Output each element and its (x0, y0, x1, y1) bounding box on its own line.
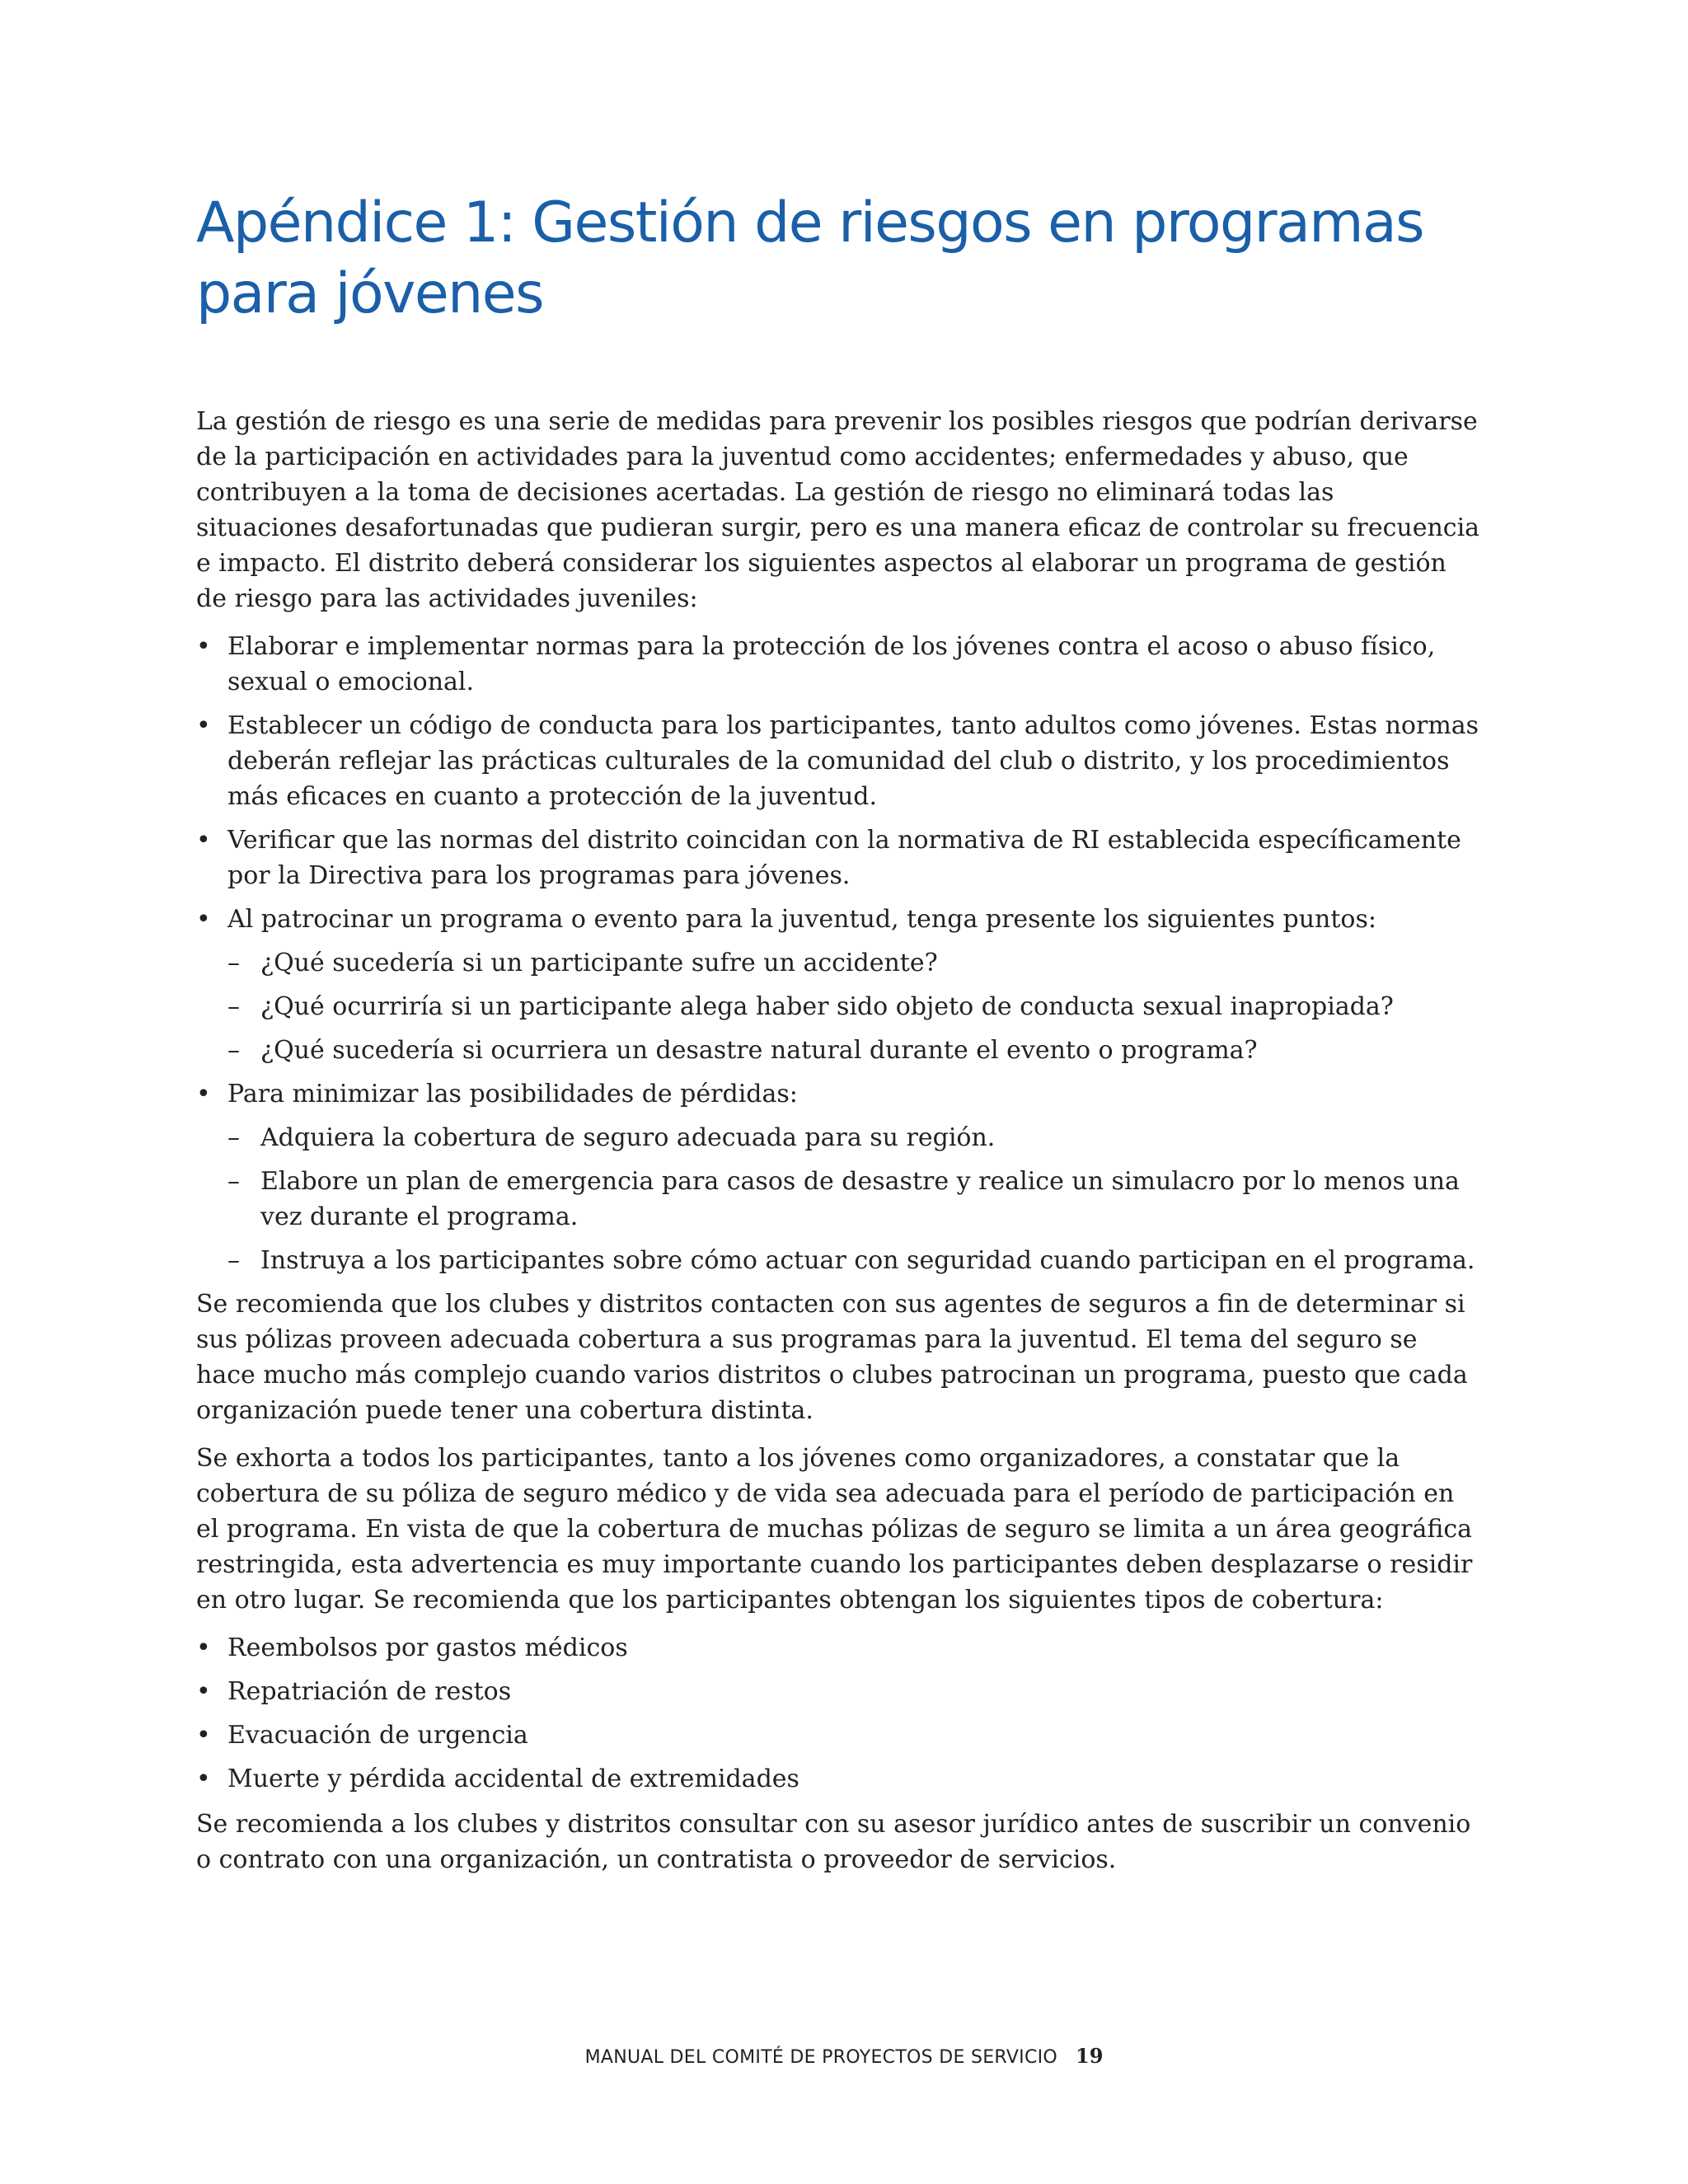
coverage-paragraph: Se exhorta a todos los participantes, tanto a los jóvenes como organizadores, a constatar que la cobertura de su póliza de seguro médico y de vida sea adecuada para el período de participación en el programa. En vista de que la cobertura de muchas pólizas de seguro se limita a un área geográfica restringida, esta advertencia es muy importante cuando los participantes deben desplazarse o residir en otro lugar. Se recomienda que los participantes obtengan los siguientes tipos de cobertura: (196, 1444, 1473, 1615)
list-item-text: Elaborar e implementar normas para la protección de los jóvenes contra el acoso o abuso físico, sexual o emocional. (227, 632, 1436, 696)
sub-list-item (227, 989, 1482, 1024)
list-item-text: Al patrocinar un programa o evento para la juventud, tenga presente los siguientes puntos: (227, 905, 1376, 934)
list-item (196, 629, 1482, 700)
list-item-text: Repatriación de restos (227, 1677, 512, 1706)
sub-list-item (227, 1164, 1482, 1235)
list-item (196, 1718, 1482, 1753)
sub-list-item-text: Elabore un plan de emergencia para casos de desastre y realice un simulacro por lo menos una vez durante el programa. (260, 1167, 1460, 1231)
list-item-text: Reembolsos por gastos médicos (227, 1633, 628, 1662)
list-item (196, 823, 1482, 893)
sub-list (227, 1120, 1482, 1278)
page-heading: Apéndice 1: Gestión de riesgos en programas para jóvenes (196, 190, 1424, 326)
list-item (196, 708, 1482, 814)
risk-aspects-list (196, 629, 1482, 1278)
footer-title: MANUAL DEL COMITÉ DE PROYECTOS DE SERVICIO (584, 2047, 1058, 2068)
insurance-paragraph: Se recomienda que los clubes y distritos contacten con sus agentes de seguros a fin de determinar si sus pólizas proveen adecuada cobertura a sus programas para la juventud. El tema del seguro se hace mucho más complejo cuando varios distritos o clubes patrocinan un programa, puesto que cada organización puede tener una cobertura distinta. (196, 1290, 1468, 1425)
list-item (196, 902, 1482, 1068)
list-item-text: Para minimizar las posibilidades de pérdidas: (227, 1080, 798, 1108)
list-item (196, 1630, 1482, 1666)
list-item-text: Establecer un código de conducta para los participantes, tanto adultos como jóvenes. Estas normas deberán reflejar las prácticas culturales de la comunidad del club o distrito, y los procedimientos más eficaces en cuanto a protección de la juventud. (227, 711, 1479, 811)
sub-list-item (227, 1120, 1482, 1155)
sub-list-item-text: ¿Qué sucedería si un participante sufre un accidente? (260, 949, 938, 977)
sub-list-item (227, 945, 1482, 981)
list-item-text: Evacuación de urgencia (227, 1721, 528, 1750)
sub-list-item-text: ¿Qué sucedería si ocurriera un desastre natural durante el evento o programa? (260, 1036, 1258, 1065)
sub-list (227, 945, 1482, 1068)
coverage-list (196, 1630, 1482, 1797)
intro-paragraph: La gestión de riesgo es una serie de medidas para prevenir los posibles riesgos que podrían derivarse de la participación en actividades para la juventud como accidentes; enfermedades y abuso, que contribuyen a la toma de decisiones acertadas. La gestión de riesgo no eliminará todas las situaciones desafortunadas que pudieran surgir, pero es una manera eficaz de controlar su frecuencia e impacto. El distrito deberá considerar los siguientes aspectos al elaborar un programa de gestión de riesgo para las actividades juveniles: (196, 407, 1480, 613)
sub-list-item-text: Instruya a los participantes sobre cómo actuar con seguridad cuando participan en el programa. (260, 1246, 1475, 1275)
list-item-text: Muerte y pérdida accidental de extremidades (227, 1765, 799, 1793)
sub-list-item-text: ¿Qué ocurriría si un participante alega haber sido objeto de conducta sexual inapropiada? (260, 992, 1394, 1021)
list-item (196, 1674, 1482, 1709)
sub-list-item (227, 1243, 1482, 1278)
sub-list-item (227, 1033, 1482, 1068)
list-item-text: Verificar que las normas del distrito coincidan con la normativa de RI establecida específicamente por la Directiva para los programas para jóvenes. (227, 826, 1461, 890)
list-item (196, 1761, 1482, 1797)
page-footer (0, 2044, 1688, 2068)
page-number: 19 (1076, 2044, 1104, 2068)
body-content (196, 404, 1482, 1890)
list-item (196, 1076, 1482, 1278)
sub-list-item-text: Adquiera la cobertura de seguro adecuada para su región. (260, 1123, 996, 1152)
legal-paragraph: Se recomienda a los clubes y distritos consultar con su asesor jurídico antes de suscribir un convenio o contrato con una organización, un contratista o proveedor de servicios. (196, 1810, 1471, 1874)
